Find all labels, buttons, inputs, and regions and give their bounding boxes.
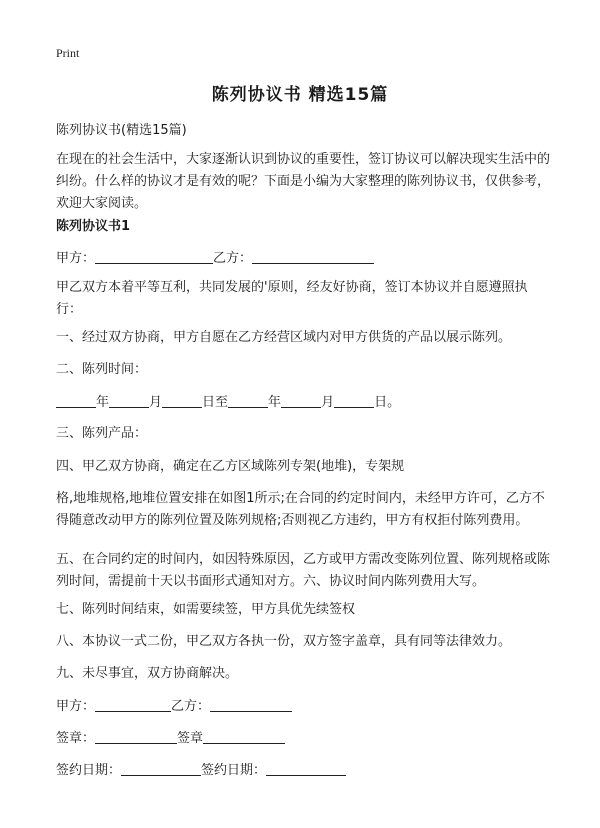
party-b-label: 乙方： [213, 251, 253, 266]
party-a-blank[interactable] [95, 249, 213, 264]
start-month-blank[interactable] [109, 393, 149, 408]
seal-line [56, 728, 550, 750]
day-end-label: 日。 [374, 395, 401, 410]
start-year-blank[interactable] [56, 393, 96, 408]
year-label: 年 [268, 395, 282, 410]
start-day-blank[interactable] [162, 393, 202, 408]
clause-5-6: 五、在合同约定的时间内，如因特殊原因，乙方或甲方需改变陈列位置、陈列规格或陈列时间，需提前十天以书面形式通知对方。六、协议时间内陈列费用大写。 [56, 552, 551, 589]
intro-paragraph: 在现在的社会生活中，大家逐渐认识到协议的重要性，签订协议可以解决现实生活中的纠纷。什么样的协议才是有效的呢？下面是小编为大家整理的陈列协议书，仅供参考，欢迎大家阅读。 [56, 152, 551, 211]
party-a-label: 甲方： [56, 251, 96, 266]
end-day-blank[interactable] [334, 393, 374, 408]
principle-paragraph: 甲乙双方本着平等互利，共同发展的'原则，经友好协商，签订本协议并自愿遵照执行： [56, 280, 528, 317]
seal-a-blank[interactable] [95, 729, 177, 744]
clause-1: 一、经过双方协商，甲方自愿在乙方经营区域内对甲方供货的产品以展示陈列。 [56, 330, 512, 345]
year-label: 年 [96, 395, 110, 410]
clause-4: 四、甲乙双方协商，确定在乙方区域陈列专架(地堆)，专架规 [56, 459, 405, 474]
sign-date-b-blank[interactable] [266, 761, 346, 776]
clause-4-continued: 格,地堆规格,地堆位置安排在如图1所示;在合同的约定时间内，未经甲方许可，乙方不得随意改动甲方的陈列位置及陈列规格;否则视乙方违约，甲方有权拒付陈列费用。 [56, 491, 545, 528]
party-line [56, 248, 550, 270]
end-year-blank[interactable] [228, 393, 268, 408]
party-a-label: 甲方： [56, 699, 96, 714]
clause-7: 七、陈列时间结束，如需要续签，甲方具优先续签权 [56, 602, 356, 617]
clause-3: 三、陈列产品： [56, 426, 148, 441]
end-month-blank[interactable] [281, 393, 321, 408]
section-heading: 陈列协议书1 [56, 219, 131, 234]
clause-2: 二、陈列时间： [56, 362, 148, 377]
month-label: 月 [149, 395, 163, 410]
print-label[interactable]: Print [56, 46, 80, 60]
signature-party-line [56, 696, 550, 718]
seal-b-blank[interactable] [203, 729, 285, 744]
time-line [56, 392, 550, 414]
sign-date-label: 签约日期： [56, 763, 122, 778]
seal-label: 签章： [56, 731, 96, 746]
sign-party-a-blank[interactable] [95, 697, 171, 712]
page-title: 陈列协议书 精选15篇 [211, 85, 389, 105]
party-b-blank[interactable] [252, 249, 374, 264]
seal-label-2: 签章 [177, 731, 204, 746]
sign-date-line [56, 760, 550, 782]
sign-date-a-blank[interactable] [121, 761, 201, 776]
month-label: 月 [321, 395, 335, 410]
sign-party-b-blank[interactable] [210, 697, 292, 712]
document-subtitle: 陈列协议书(精选15篇) [56, 123, 187, 138]
party-b-label: 乙方： [171, 699, 211, 714]
clause-9: 九、未尽事宜，双方协商解决。 [56, 666, 239, 681]
sign-date-label-2: 签约日期： [201, 763, 267, 778]
day-to-label: 日至 [202, 395, 229, 410]
clause-8: 八、本协议一式二份，甲乙双方各执一份，双方签字盖章，具有同等法律效力。 [56, 634, 512, 649]
